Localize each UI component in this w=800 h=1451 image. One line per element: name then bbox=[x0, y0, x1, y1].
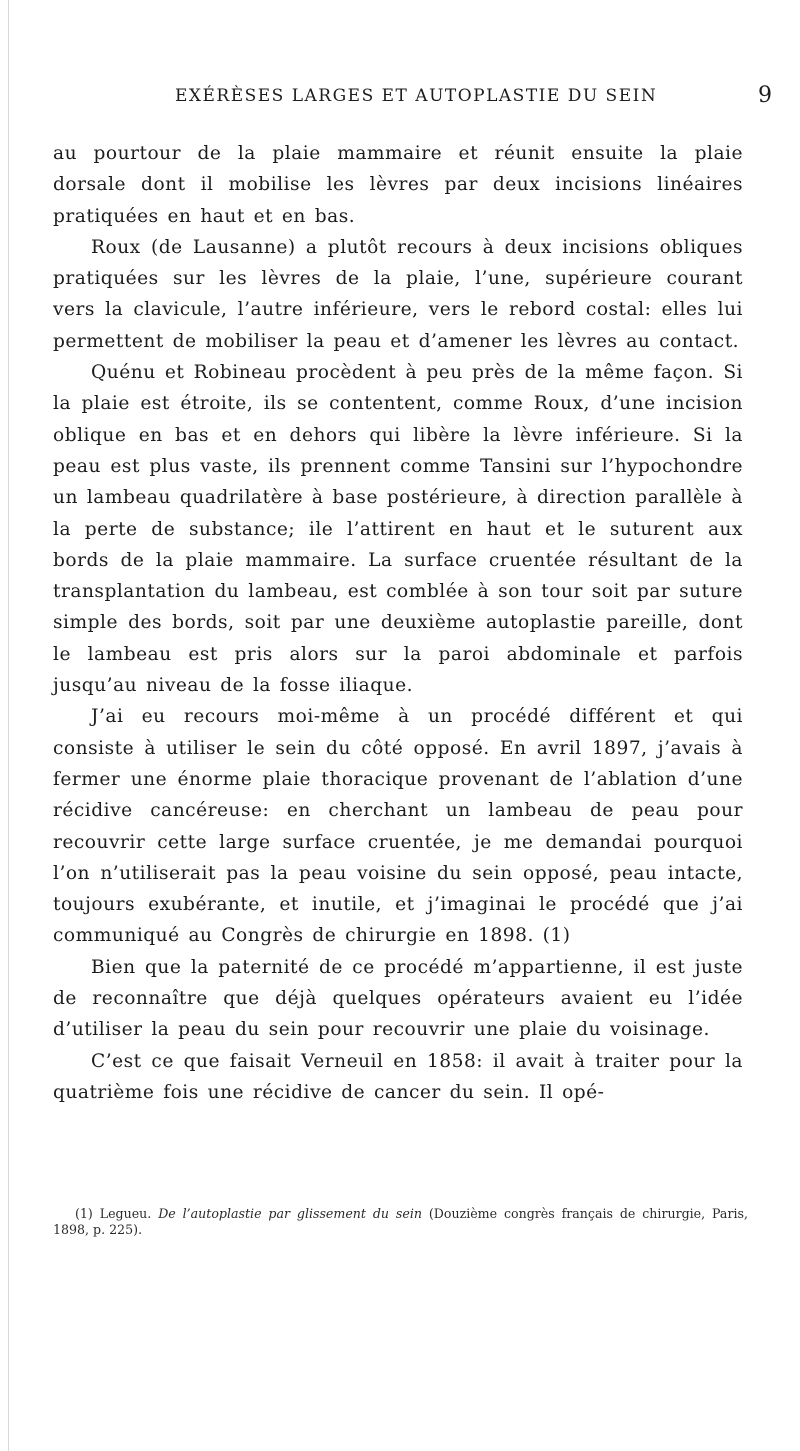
paragraph: Bien que la paternité de ce procédé m’appartienne, il est juste de reconnaître que déjà quelques opérateurs avaient eu l’idée d’utiliser la peau du sein pour recouvrir une plaie du voisinage. bbox=[53, 956, 743, 1041]
paragraph: Roux (de Lausanne) a plutôt recours à deux incisions obliques pratiquées sur les lèvres de la plaie, l’une, supérieure courant vers la clavicule, l’autre inférieure, vers le rebord costal: elles lui permettent de mobiliser la peau et d’amener les lèvres au contact. bbox=[53, 236, 743, 352]
page-header bbox=[0, 83, 800, 116]
page-edge-line bbox=[8, 0, 9, 1451]
footnote-title: De l’autoplastie par glissement du sein bbox=[158, 1206, 422, 1221]
footnote bbox=[53, 1206, 748, 1238]
footnote-author: Legueu. bbox=[99, 1206, 152, 1221]
paragraph: C’est ce que faisait Verneuil en 1858: il avait à traiter pour la quatrième fois une récidive de cancer du sein. Il opé- bbox=[53, 1050, 743, 1103]
page-number: 9 bbox=[758, 83, 772, 108]
paragraph: Quénu et Robineau procèdent à peu près de la même façon. Si la plaie est étroite, ils se contentent, comme Roux, d’une incision oblique en bas et en dehors qui libère la lèvre inférieure. Si la peau est plus vaste, ils prennent comme Tansini sur l’hypochondre un lambeau quadrilatère à base postérieure, à direction parallèle à la perte de substance; ile l’attirent en haut et le suturent aux bords de la plaie mammaire. La surface cruentée résultant de la transplantation du lambeau, est comblée à son tour soit par suture simple des bords, soit par une deuxième autoplastie pareille, dont le lambeau est pris alors sur la paroi abdominale et parfois jusqu’au niveau de la fosse iliaque. bbox=[53, 362, 743, 697]
paragraph: au pourtour de la plaie mammaire et réunit ensuite la plaie dorsale dont il mobilise les lèvres par deux incisions linéaires pratiquées en haut et en bas. bbox=[53, 143, 743, 227]
footnote-reference: (Douzième congrès français de chirurgie, Paris, 1898, p. 225). bbox=[53, 1206, 748, 1237]
paragraph: J’ai eu recours moi-même à un procédé différent et qui consiste à utiliser le sein du côté opposé. En avril 1897, j’avais à fermer une énorme plaie thoracique provenant de l’ablation d’une récidive cancéreuse: en cherchant un lambeau de peau pour recouvrir cette large surface cruentée, je me demandai pourquoi l’on n’utiliserait pas la peau voisine du sein opposé, peau intacte, toujours exubérante, et inutile, et j’imaginai le procédé que j’ai communiqué au Congrès de chirurgie en 1898. (1) bbox=[53, 706, 743, 947]
running-title: EXÉRÈSES LARGES ET AUTOPLASTIE DU SEIN bbox=[175, 86, 658, 106]
body-text bbox=[53, 138, 743, 1108]
footnotes bbox=[53, 1206, 748, 1238]
footnote-number: (1) bbox=[75, 1206, 93, 1221]
